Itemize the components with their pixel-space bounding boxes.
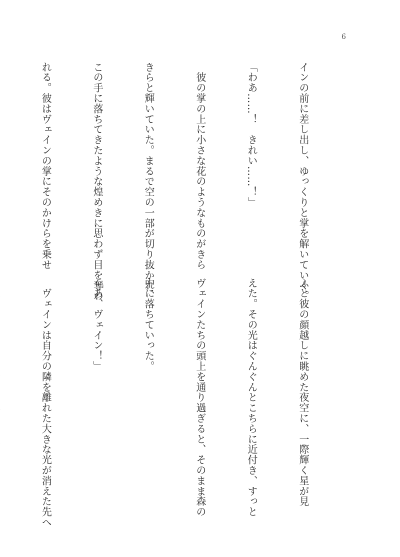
text-line: この手に落ちてきたような煌めきに思わず目を奪わ <box>90 62 102 302</box>
page-number: 6 <box>341 33 346 41</box>
text-line: 「わあ……！ きれい……！」 <box>245 62 257 208</box>
text-line: 中に落ちていった。 <box>142 278 154 372</box>
text-line: れる。彼はヴェインの掌にそのかけらを乗せ <box>39 62 51 270</box>
text-line <box>0 278 2 488</box>
text-line: 彼の掌の上に小さな花のようなものがきら <box>193 62 205 270</box>
text-line: ヴェインたちの頭上を通り過ぎると、そのまま森の <box>193 278 205 518</box>
upper-text-block <box>39 62 345 302</box>
text-line: インの前に差し出し、ゆっくりと掌を解いていく。 <box>296 62 308 302</box>
text-line <box>0 62 2 272</box>
text-line: ヴェインは自分の隣を離れた大きな光が消えた先へ <box>39 278 51 528</box>
text-line: ふと彼の顔越しに眺めた夜空に、一際輝く星が見 <box>296 278 308 507</box>
text-line: きらと輝いていた。まるで空の一部が切り抜かれ、 <box>142 62 154 302</box>
lower-text-block <box>39 278 345 528</box>
text-line: えた。その光はぐんぐんとこちらに近付き、すっと <box>245 278 257 518</box>
text-line: 「あ、ヴェイン！」 <box>90 278 102 372</box>
